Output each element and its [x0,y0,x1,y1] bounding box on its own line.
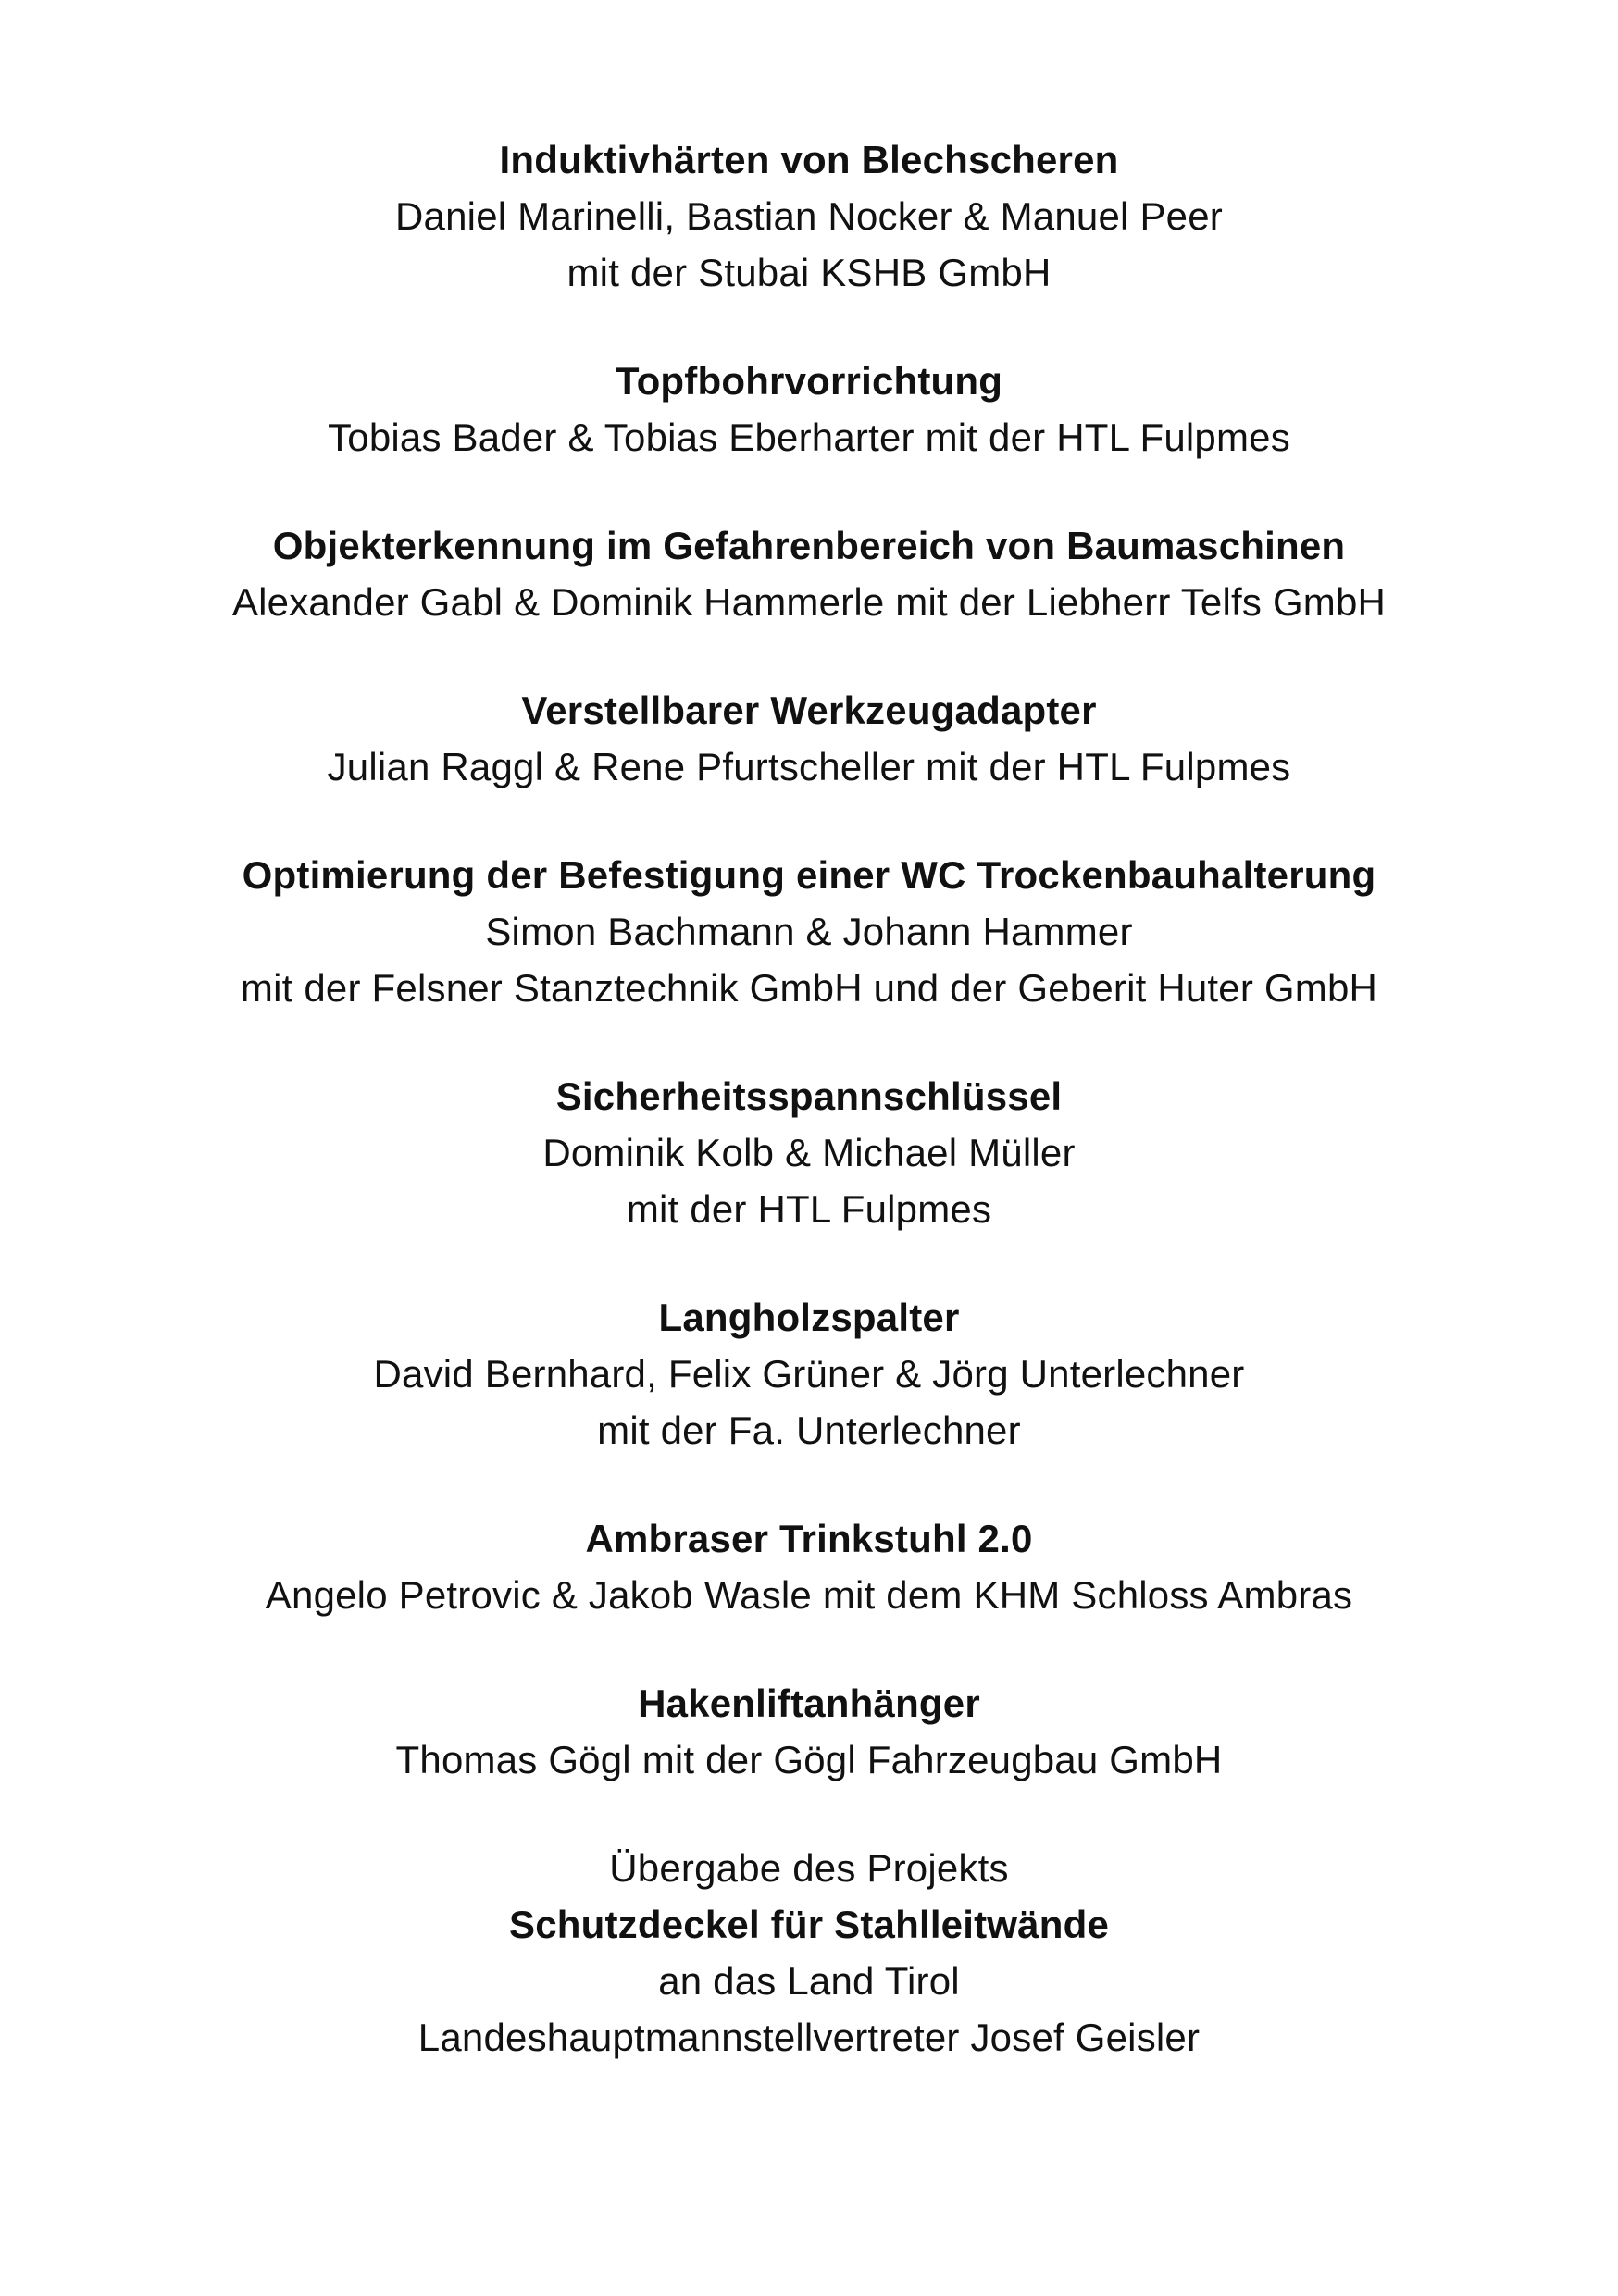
project-participants: Dominik Kolb & Michael Müller [542,1131,1076,1174]
project-title: Induktivhärten von Blechscheren [499,138,1119,181]
project-partner: mit der Fa. Unterlechner [597,1409,1021,1452]
project-partner: mit der Stubai KSHB GmbH [566,251,1052,294]
project-participants: Tobias Bader & Tobias Eberharter mit der HTL Fulpmes [328,416,1290,459]
handover-intro: Übergabe des Projekts [609,1846,1009,1890]
project-partner: mit der HTL Fulpmes [626,1187,992,1231]
handover-title: Schutzdeckel für Stahlleitwände [508,1903,1109,1946]
project-participants: Julian Raggl & Rene Pfurtscheller mit der HTL Fulpmes [327,745,1291,788]
project-entry [0,1068,1618,1237]
project-participants: Thomas Gögl mit der Gögl Fahrzeugbau GmbH [395,1738,1223,1781]
handover-section [0,1840,1618,2066]
project-entry [0,1510,1618,1623]
project-participants: Alexander Gabl & Dominik Hammerle mit der Liebherr Telfs GmbH [231,580,1387,624]
project-entry [0,682,1618,795]
project-title: Optimierung der Befestigung einer WC Trockenbauhalterung [242,853,1376,897]
project-title: Langholzspalter [658,1296,960,1339]
project-participants: Angelo Petrovic & Jakob Wasle mit dem KHM Schloss Ambras [265,1573,1353,1617]
project-title: Hakenliftanhänger [638,1682,980,1725]
project-title: Objekterkennung im Gefahrenbereich von Baumaschinen [272,524,1346,567]
project-title: Sicherheitsspannschlüssel [555,1074,1063,1118]
project-list [0,131,1618,2117]
project-participants: David Bernhard, Felix Grüner & Jörg Unterlechner [373,1352,1245,1396]
project-title: Ambraser Trinkstuhl 2.0 [585,1517,1033,1560]
handover-person: Landeshauptmannstellvertreter Josef Geisler [417,2016,1201,2059]
project-entry [0,517,1618,630]
project-participants: Simon Bachmann & Johann Hammer [485,910,1133,953]
project-title: Verstellbarer Werkzeugadapter [521,689,1097,732]
project-entry [0,353,1618,465]
project-entry [0,847,1618,1016]
project-participants: Daniel Marinelli, Bastian Nocker & Manuel Peer [395,194,1223,238]
project-entry [0,131,1618,301]
handover-recipient: an das Land Tirol [658,1959,960,2003]
project-entry [0,1289,1618,1458]
project-partner: mit der Felsner Stanztechnik GmbH und der Geberit Huter GmbH [240,966,1378,1010]
project-entry [0,1675,1618,1788]
project-title: Topfbohrvorrichtung [615,359,1003,403]
